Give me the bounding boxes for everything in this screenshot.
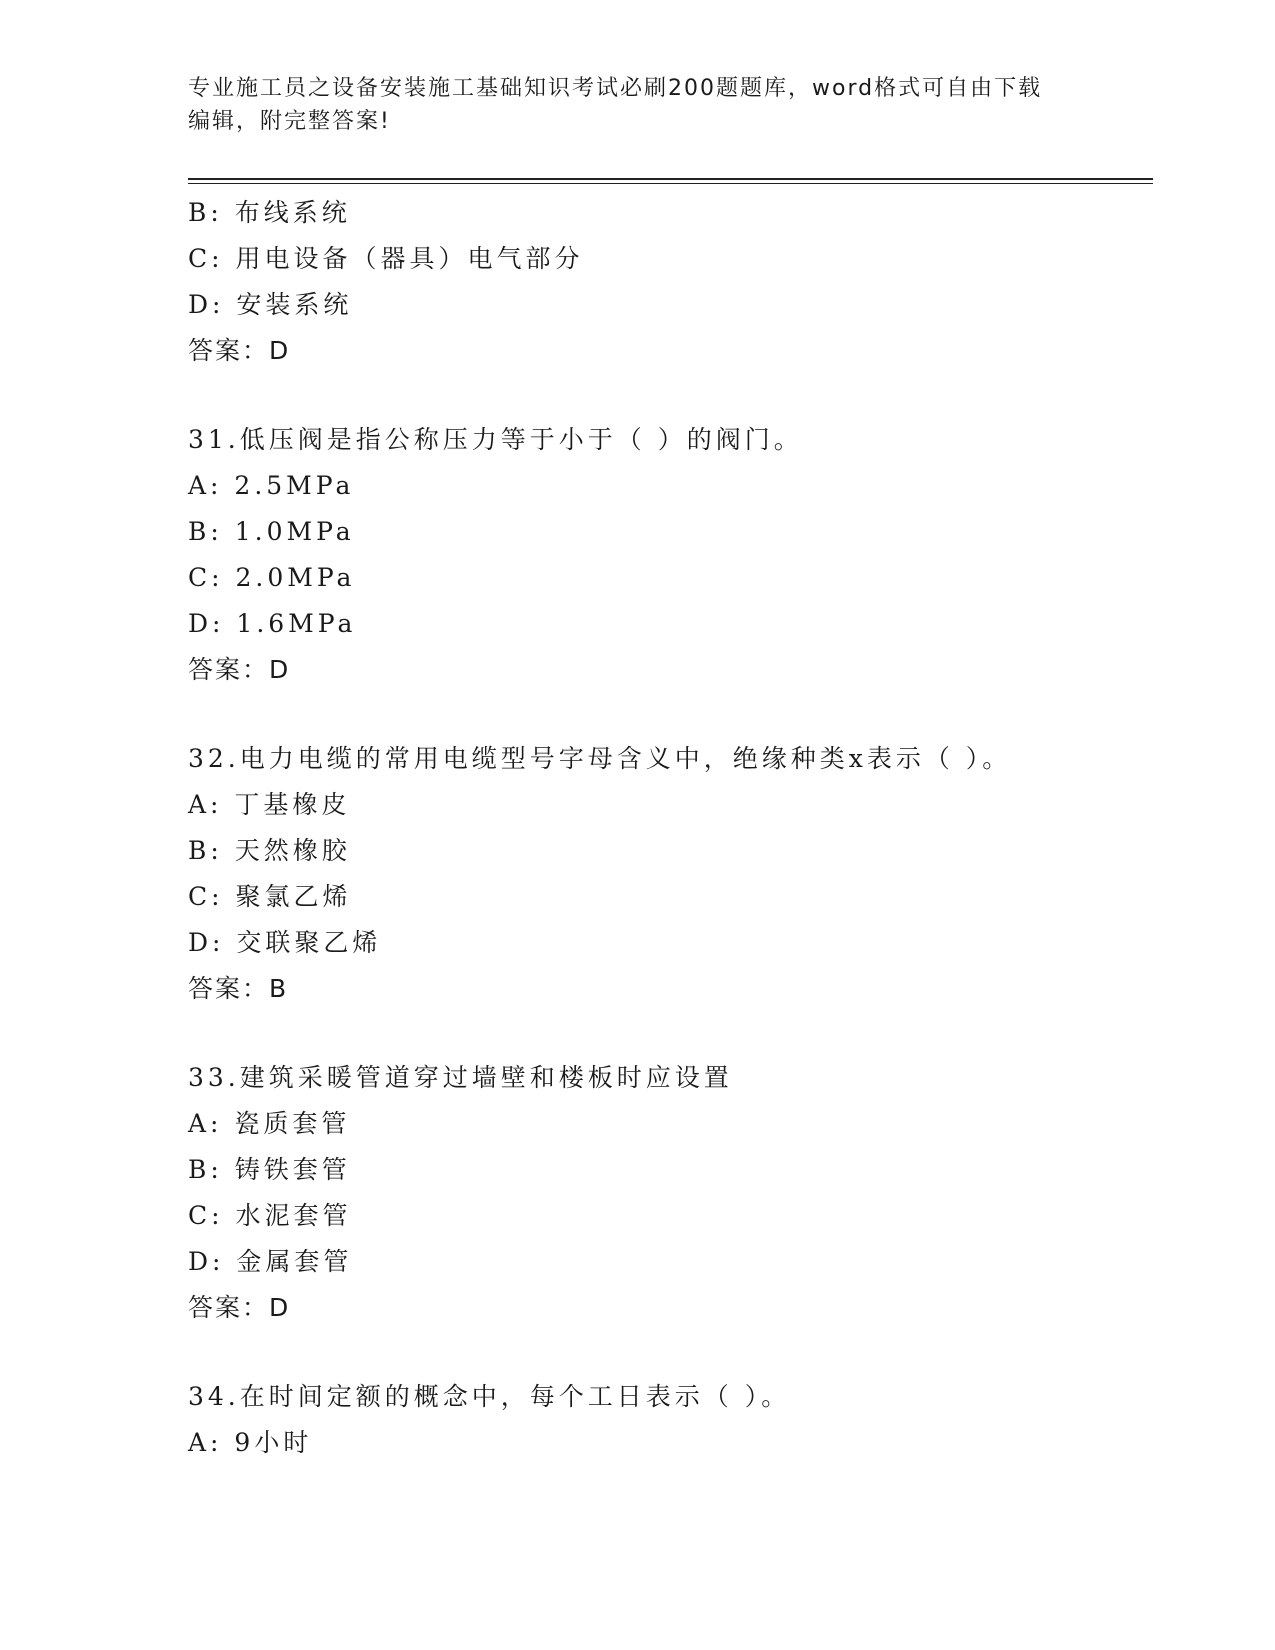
question-text: 33.建筑采暖管道穿过墙壁和楼板时应设置: [188, 1063, 733, 1092]
question-31: [188, 417, 1148, 693]
question-text: 31.低压阀是指公称压力等于小于（ ）的阀门。: [188, 425, 803, 454]
question-text: 34.在时间定额的概念中，每个工日表示（ ）。: [188, 1382, 791, 1411]
spacer: [188, 1331, 1148, 1374]
question-33: [188, 1055, 1148, 1331]
spacer: [188, 374, 1148, 417]
answer-line: 答案：D: [188, 655, 291, 684]
header-divider-thick: [188, 178, 1153, 180]
header-divider-thin: [188, 183, 1153, 184]
answer-line: 答案：B: [188, 974, 289, 1003]
option-c: C: 聚氯乙烯: [188, 882, 352, 911]
header-title-line-1: 专业施工员之设备安装施工基础知识考试必刷200题题库，word格式可自由下载: [188, 76, 1043, 101]
question-text: 32.电力电缆的常用电缆型号字母含义中，绝缘种类x表示（ ）。: [188, 744, 1012, 773]
option-b: B: 铸铁套管: [188, 1155, 351, 1184]
answer-line: 答案：D: [188, 336, 291, 365]
question-32: [188, 736, 1148, 1012]
option-d: D: 交联聚乙烯: [188, 928, 382, 957]
question-list: [188, 190, 1148, 1466]
option-a: A: 9小时: [188, 1428, 313, 1457]
option-b: B: 1.0MPa: [188, 517, 355, 546]
option-c: C: 水泥套管: [188, 1201, 352, 1230]
option-a: A: 瓷质套管: [188, 1109, 351, 1138]
option-a: A: 丁基橡皮: [188, 790, 351, 819]
document-header: [188, 72, 1088, 138]
option-d: D: 安装系统: [188, 290, 353, 319]
option-b: B: 布线系统: [188, 198, 351, 227]
option-d: D: 1.6MPa: [188, 609, 357, 638]
option-c: C: 用电设备（器具）电气部分: [188, 244, 584, 273]
option-a: A: 2.5MPa: [188, 471, 355, 500]
option-c: C: 2.0MPa: [188, 563, 356, 592]
option-b: B: 天然橡胶: [188, 836, 351, 865]
question-partial: [188, 190, 1148, 374]
header-title-line-2: 编辑，附完整答案!: [188, 109, 391, 134]
question-34: [188, 1374, 1148, 1466]
answer-line: 答案：D: [188, 1293, 291, 1322]
option-d: D: 金属套管: [188, 1247, 353, 1276]
spacer: [188, 693, 1148, 736]
spacer: [188, 1012, 1148, 1055]
